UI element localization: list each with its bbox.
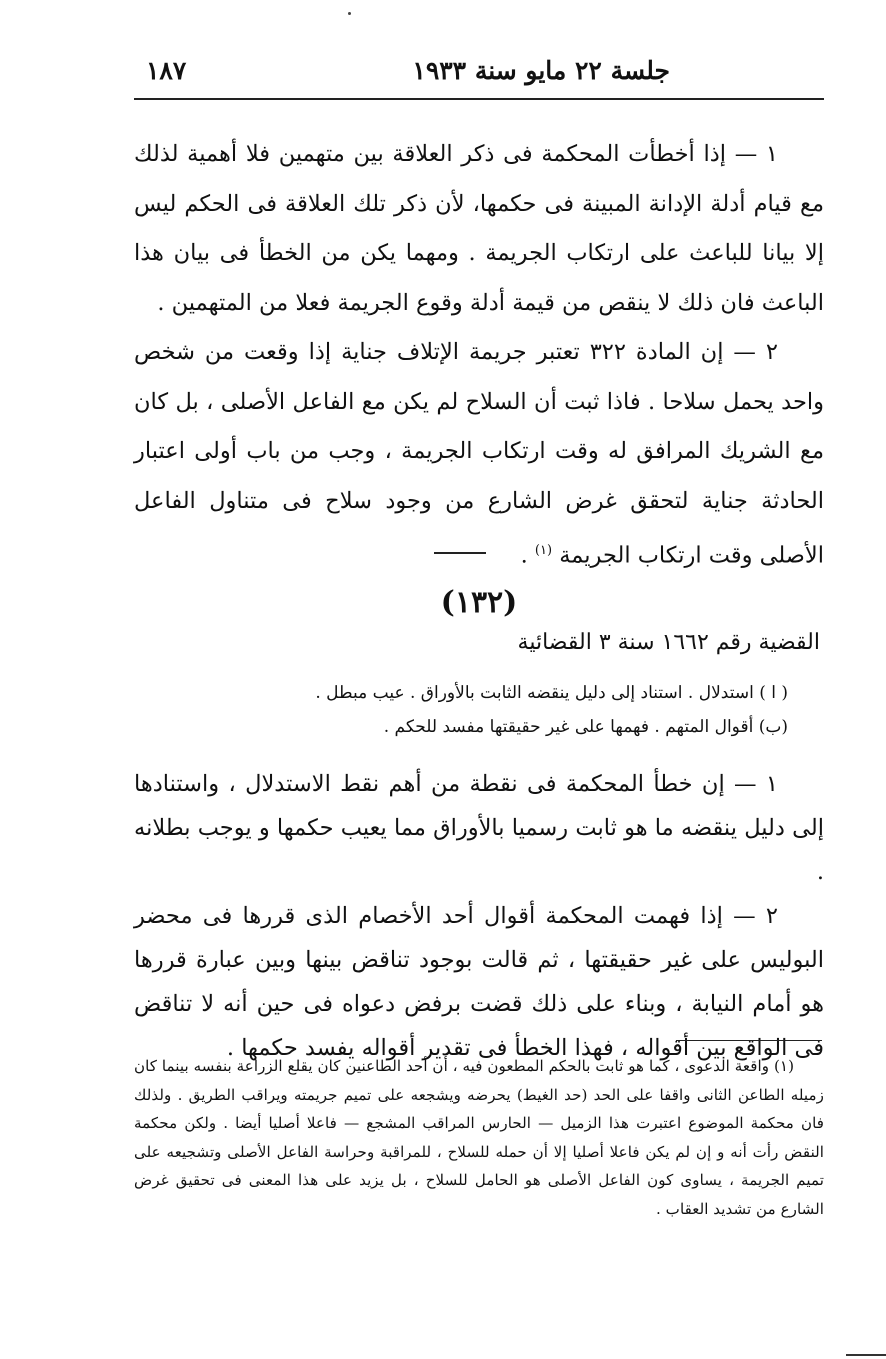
page-number: ١٨٧ xyxy=(146,56,187,85)
case-subject: القضية رقم ١٦٦٢ سنة ٣ القضائية xyxy=(517,630,820,655)
principle-paragraph: ١ — إن خطأ المحكمة فى نقطة من أهم نقط الاستدلال ، واستنادها إلى دليل ينقضه ما هو ثابت رسميا بالأوراق مما يعيب حكمها و يوجب بطلانه . xyxy=(134,771,824,885)
case-number: (١٣٢) xyxy=(440,585,518,620)
principle-paragraph: ٢ — إن المادة ٣٢٢ تعتبر جريمة الإتلاف جناية إذا وقعت من شخص واحد يحمل سلاحا . فاذا ثبت أن السلاح لم يكن مع الفاعل الأصلى ، بل كان مع الشريك المرافق له وقت ارتكاب الجريمة ، وجب من باب أولى اعتبار الحادثة جناية لتحقق غرض الشارع من وجود سلاح فى متناول الفاعل الأصلى وقت ارتكاب الجريمة $^{(١)}$ . xyxy=(134,339,824,569)
page-edge-mark xyxy=(846,1354,886,1356)
keywords-list xyxy=(134,676,824,744)
principle-text: ٢ — إن المادة ٣٢٢ تعتبر جريمة الإتلاف جناية إذا وقعت من شخص واحد يحمل سلاحا . فاذا ثبت أن السلاح لم يكن مع الفاعل الأصلى ، بل كان مع الشريك المرافق له وقت ارتكاب الجريمة ، وجب من باب أولى اعتبار الحادثة جناية لتحقق غرض الشارع من وجود سلاح فى متناول الفاعل الأصلى وقت ارتكاب الجريمة xyxy=(134,339,824,569)
footnote xyxy=(134,1052,824,1224)
principle-paragraph: ٢ — إذا فهمت المحكمة أقوال أحد الأخصام الذى قررها فى محضر البوليس على غير حقيقتها ، ثم قالت بوجود تناقض بينها وبين عبارة قررها هو أمام النيابة ، وبناء على ذلك قضت برفض دعواه فى حين أنه لا تناقض فى الواقع بين أقواله ، فهذا الخطأ فى تقدير أقواله يفسد حكمها . xyxy=(134,903,824,1061)
keyword-item: ( ا ) استدلال . استناد إلى دليل ينقضه الثابت بالأوراق . عيب مبطل . xyxy=(315,683,788,703)
principles-section-bottom xyxy=(134,762,824,1070)
keyword-item: (ب) أقوال المتهم . فهمها على غير حقيقتها مفسد للحكم . xyxy=(383,717,788,737)
footnote-marker: (١) xyxy=(534,543,553,558)
principle-paragraph: ١ — إذا أخطأت المحكمة فى ذكر العلاقة بين متهمين فلا أهمية لذلك مع قيام أدلة الإدانة المبينة فى حكمها، لأن ذكر تلك العلاقة فى الحكم ليس إلا بيانا للباعث على ارتكاب الجريمة . ومهما يكن من الخطأ فى بيان هذا الباعث فان ذلك لا ينقص من قيمة أدلة وقوع الجريمة فعلا من المتهمين . xyxy=(134,141,824,316)
print-speck xyxy=(348,12,351,15)
footnote-rule xyxy=(676,1040,822,1041)
session-title: جلسة ٢٢ مايو سنة ١٩٣٣ xyxy=(412,56,670,85)
footnote-text: (١) واقعة الدعوى ، كما هو ثابت بالحكم المطعون فيه ، أن أحد الطاعنين كان يقلع الزراعة بنفسه بينما كان زميله الطاعن الثانى واقفا على الحد (حد الغيط) يحرضه ويشجعه على تميم جريمته ويراقب الطريق . ولذلك فان محكمة الموضوع اعتبرت هذا الزميل — الحارس المراقب المشجع — فاعلا أصليا أيضا . ولكن محكمة النقض رأت أنه و إن لم يكن فاعلا أصليا إلا أن حمله للسلاح ، للمراقبة وحراسة الفاعل الأصلى وتشجيعه على تميم الجريمة ، يساوى كون الفاعل الأصلى هو الحامل للسلاح ، بل يزيد على هذا المعنى فى تحقيق غرض الشارع من تشديد العقاب . xyxy=(134,1057,825,1218)
page-header xyxy=(134,56,820,96)
section-divider xyxy=(434,552,486,554)
header-rule xyxy=(134,98,824,100)
principles-section-top xyxy=(134,130,824,581)
